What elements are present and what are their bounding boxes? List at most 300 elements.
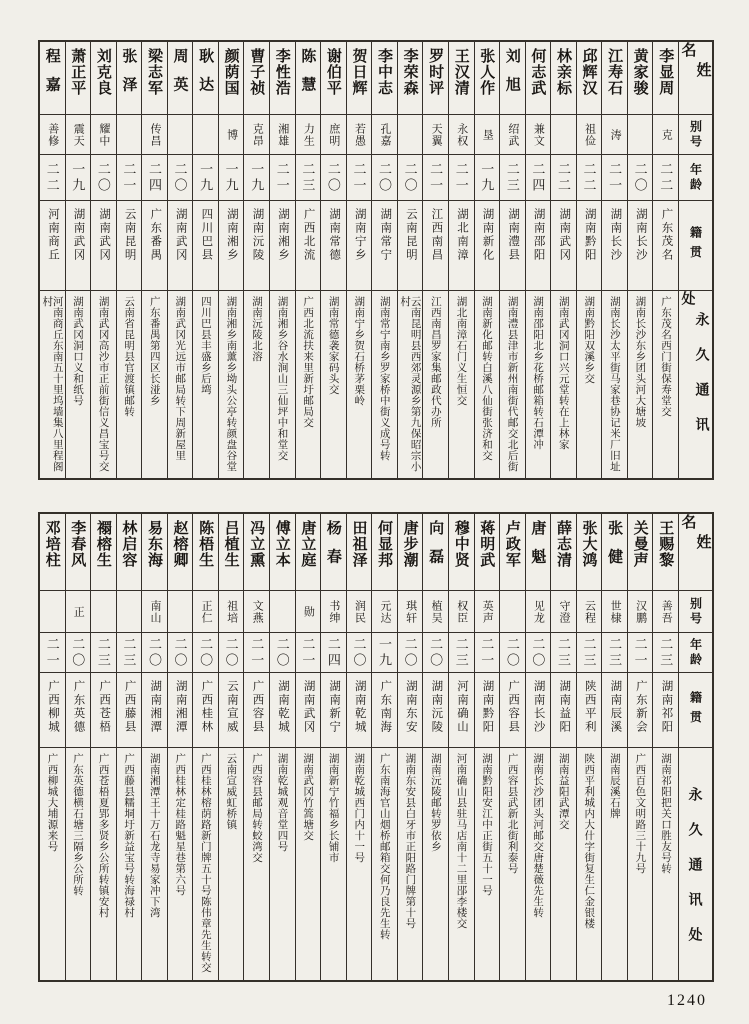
person-address: 广东番禺第四区长湴乡 (142, 290, 167, 478)
person-column (167, 42, 193, 478)
person-age: 二三 (551, 632, 576, 672)
person-name: 颜荫国 (222, 48, 240, 96)
person-name: 李中志 (376, 48, 394, 96)
person-column (576, 514, 602, 980)
person-name: 王赐黎 (657, 520, 675, 568)
person-address: 陕西平利城内大什字街复生仁金银楼 (577, 747, 602, 980)
person-alias (193, 114, 218, 154)
person-address: 湖南常宁南乡罗家桥中街义成号转 (372, 290, 397, 478)
person-age: 二一 (244, 632, 269, 672)
person-name: 张大鸿 (580, 520, 598, 568)
person-alias: 汉鹏 (628, 590, 653, 632)
person-native-place: 湖南沅陵 (423, 672, 448, 747)
person-alias: 书绅 (321, 590, 346, 632)
person-name: 陈梧生 (197, 520, 215, 568)
person-column (192, 514, 218, 980)
person-address: 广东茂名西门街保寿堂交 (653, 290, 678, 478)
person-age: 二一 (117, 154, 142, 200)
person-alias (270, 590, 295, 632)
person-name: 张健 (606, 520, 624, 577)
person-address: 湖南湘潭王十万石龙寺易家冲下湾 (142, 747, 167, 980)
person-native-place: 湖南武冈 (168, 200, 193, 290)
person-alias: 植吴 (423, 590, 448, 632)
person-alias: 天翼 (423, 114, 448, 154)
person-name: 林启容 (120, 520, 138, 568)
person-address: 湖南常德袭家码头交 (321, 290, 346, 478)
person-native-place: 广东番禺 (142, 200, 167, 290)
person-name: 何志武 (529, 48, 547, 96)
person-alias: 善修 (40, 114, 65, 154)
person-age: 二〇 (526, 632, 551, 672)
person-name: 周英 (171, 48, 189, 105)
person-age: 二〇 (398, 154, 423, 200)
person-name: 田祖泽 (350, 520, 368, 568)
person-native-place: 湖南武冈 (91, 200, 116, 290)
person-native-place: 广西容县 (244, 672, 269, 747)
person-column (90, 514, 116, 980)
person-alias: 湘雄 (270, 114, 295, 154)
header-age-label: 年龄 (679, 154, 712, 200)
person-address: 云南昆明县西郊灵源乡第九保昭宗小村 (398, 290, 423, 478)
person-alias: 传昌 (142, 114, 167, 154)
person-age: 二一 (602, 154, 627, 200)
person-age: 一九 (193, 154, 218, 200)
person-name: 向磊 (427, 520, 445, 577)
person-address: 湖南武冈光远市邮局转下周新屋里 (168, 290, 193, 478)
person-alias: 力生 (296, 114, 321, 154)
person-alias: 权臣 (449, 590, 474, 632)
person-alias (168, 114, 193, 154)
person-age: 二三 (91, 632, 116, 672)
person-age: 一九 (475, 154, 500, 200)
person-column (141, 514, 167, 980)
person-column (371, 42, 397, 478)
person-native-place: 湖南湘乡 (270, 200, 295, 290)
person-native-place: 广西藤县 (117, 672, 142, 747)
person-alias: 守澄 (551, 590, 576, 632)
person-name: 刘旭 (503, 48, 521, 105)
person-name: 禤榕生 (94, 520, 112, 568)
person-native-place: 湖南长沙 (526, 672, 551, 747)
person-column (320, 42, 346, 478)
person-age: 二四 (526, 154, 551, 200)
person-name: 李春风 (69, 520, 87, 568)
person-name: 穆中贤 (452, 520, 470, 568)
person-age: 二三 (577, 632, 602, 672)
person-age: 二三 (653, 632, 678, 672)
person-age: 二〇 (398, 632, 423, 672)
person-column (652, 42, 678, 478)
person-alias (628, 114, 653, 154)
person-name: 易东海 (145, 520, 163, 568)
person-column (141, 42, 167, 478)
person-native-place: 广西桂林 (193, 672, 218, 747)
person-column (371, 514, 397, 980)
person-alias: 若愚 (347, 114, 372, 154)
person-column (116, 42, 142, 478)
person-age: 二一 (270, 154, 295, 200)
person-native-place: 湖南长沙 (602, 200, 627, 290)
person-alias (398, 114, 423, 154)
person-address: 湖南益阳武潭交 (551, 747, 576, 980)
person-name: 耿达 (197, 48, 215, 105)
person-address: 湖南邵阳北乡花桥邮箱转石潭冲 (526, 290, 551, 478)
person-native-place: 河南确山 (449, 672, 474, 747)
person-column (243, 42, 269, 478)
person-name: 李性浩 (273, 48, 291, 96)
person-name: 李荣森 (401, 48, 419, 96)
person-alias: 元达 (372, 590, 397, 632)
person-name: 梁志军 (145, 48, 163, 96)
person-address: 江西南昌罗家集邮政代办所 (423, 290, 448, 478)
person-address: 四川巴县丰盛乡后塆 (193, 290, 218, 478)
header-age-label: 年龄 (679, 632, 712, 672)
person-alias (551, 114, 576, 154)
person-native-place: 湖南黔阳 (577, 200, 602, 290)
person-native-place: 湖南辰溪 (602, 672, 627, 747)
person-age: 一九 (66, 154, 91, 200)
person-age: 二〇 (628, 154, 653, 200)
person-address: 湖南澧县津市新州南街代邮交北后街 (500, 290, 525, 478)
person-name: 张人作 (478, 48, 496, 96)
person-alias (91, 590, 116, 632)
person-alias: 孔嘉 (372, 114, 397, 154)
person-age: 一九 (244, 154, 269, 200)
person-name: 唐步潮 (401, 520, 419, 568)
person-alias: 南山 (142, 590, 167, 632)
person-name: 赵榕卿 (171, 520, 189, 568)
person-native-place: 湖南湘乡 (219, 200, 244, 290)
person-column (422, 42, 448, 478)
person-age: 二〇 (142, 632, 167, 672)
person-age: 二〇 (270, 632, 295, 672)
person-column (167, 514, 193, 980)
person-native-place: 湖南武冈 (296, 672, 321, 747)
person-column (550, 514, 576, 980)
person-name: 黄家骏 (631, 48, 649, 96)
person-column (192, 42, 218, 478)
person-native-place: 湖南湘潭 (142, 672, 167, 747)
person-column (499, 42, 525, 478)
person-name: 罗时评 (427, 48, 445, 96)
person-age: 二一 (475, 632, 500, 672)
person-age: 二〇 (372, 154, 397, 200)
person-alias: 涛 (602, 114, 627, 154)
person-alias: 绍武 (500, 114, 525, 154)
person-native-place: 河南商丘 (40, 200, 65, 290)
person-column (218, 514, 244, 980)
person-age: 二〇 (347, 632, 372, 672)
person-address: 广西北流扶来里新圩邮局交 (296, 290, 321, 478)
person-age: 二三 (500, 154, 525, 200)
person-column (499, 514, 525, 980)
person-name: 林亲标 (554, 48, 572, 96)
person-address: 广西容县武新北街利泰号 (500, 747, 525, 980)
person-column (40, 514, 65, 980)
person-column (90, 42, 116, 478)
person-age: 一九 (219, 154, 244, 200)
person-name: 冯立熏 (248, 520, 266, 568)
person-address: 广东南海官山烟桥邮箱交何乃良先生转 (372, 747, 397, 980)
person-native-place: 云南昆明 (398, 200, 423, 290)
person-address: 湖南武冈洞口义和纸号 (66, 290, 91, 478)
person-alias: 震天 (66, 114, 91, 154)
person-column (474, 514, 500, 980)
person-alias: 博 (219, 114, 244, 154)
person-alias (168, 590, 193, 632)
person-address: 湖南新化邮转白溪八仙街张济和交 (475, 290, 500, 478)
person-alias: 勋 (296, 590, 321, 632)
person-alias (117, 590, 142, 632)
header-name-label: 姓名 (679, 42, 712, 96)
person-native-place: 湖南邵阳 (526, 200, 551, 290)
person-column (116, 514, 142, 980)
person-address: 湖南湘乡谷水涧山三仙坪中和堂交 (270, 290, 295, 478)
person-column (627, 42, 653, 478)
person-age: 二一 (423, 154, 448, 200)
person-age: 二〇 (193, 632, 218, 672)
person-age: 二一 (449, 154, 474, 200)
person-native-place: 湖南益阳 (551, 672, 576, 747)
person-age: 二三 (449, 632, 474, 672)
person-native-place: 湖南湘潭 (168, 672, 193, 747)
person-alias: 英声 (475, 590, 500, 632)
person-address: 湖南长沙东乡团头河大塘坡 (628, 290, 653, 478)
person-native-place: 广西容县 (500, 672, 525, 747)
person-native-place: 湖北南漳 (449, 200, 474, 290)
person-address: 广西桂林榕荫路新门牌五十号陈伟章先生转交 (193, 747, 218, 980)
person-address: 广东英德横石塘三隔乡公所转 (66, 747, 91, 980)
person-address: 湖南武冈洞口兴元堂转在上林家 (551, 290, 576, 478)
person-address: 湖南沅陵北溶 (244, 290, 269, 478)
person-alias: 善吾 (653, 590, 678, 632)
person-native-place: 湖南祁阳 (653, 672, 678, 747)
person-name: 卢政军 (503, 520, 521, 568)
person-native-place: 广东茂名 (653, 200, 678, 290)
person-name: 关曼声 (631, 520, 649, 568)
person-address: 云南省昆明县官渡镇邮转 (117, 290, 142, 478)
header-address-label: 永久通讯处 (679, 747, 712, 980)
person-column (40, 42, 65, 478)
person-native-place: 江西南昌 (423, 200, 448, 290)
person-age: 一九 (372, 632, 397, 672)
top-directory-table (38, 40, 714, 480)
person-address: 广西容县邮局转蛟湾交 (244, 747, 269, 980)
header-address-label: 永久通讯处 (679, 290, 712, 478)
header-alias-label: 别号 (679, 590, 712, 632)
person-alias: 云程 (577, 590, 602, 632)
person-native-place: 陕西平利 (577, 672, 602, 747)
person-name: 傅立本 (273, 520, 291, 568)
person-native-place: 湖南新宁 (321, 672, 346, 747)
person-native-place: 湖南常德 (321, 200, 346, 290)
person-name: 贺日辉 (350, 48, 368, 96)
person-address: 湖南湘乡南薰乡坳头公亭转颜盘谷堂 (219, 290, 244, 478)
person-column (550, 42, 576, 478)
person-name: 吕植生 (222, 520, 240, 568)
person-address: 广西柳城大埔源来号 (40, 747, 65, 980)
person-column (576, 42, 602, 478)
person-name: 薛志清 (554, 520, 572, 568)
person-address: 湖南沅陵邮转罗依乡 (423, 747, 448, 980)
person-address: 广西百色文明路三十九号 (628, 747, 653, 980)
person-age: 二〇 (168, 632, 193, 672)
person-address: 湖南祁阳把关口胜友号转 (653, 747, 678, 980)
person-column (601, 514, 627, 980)
person-name: 张泽 (120, 48, 138, 105)
person-alias (500, 590, 525, 632)
person-column (652, 514, 678, 980)
person-age: 二一 (628, 632, 653, 672)
header-name-label: 姓名 (679, 514, 712, 568)
person-age: 二二 (40, 154, 65, 200)
person-address: 广西苍梧夏郢多贤乡公所转镇安村 (91, 747, 116, 980)
person-column (627, 514, 653, 980)
person-name: 江寿石 (606, 48, 624, 96)
person-age: 二一 (296, 632, 321, 672)
person-column (295, 42, 321, 478)
person-address: 湖南宁乡贺石桥茅栗岭 (347, 290, 372, 478)
person-age: 二一 (347, 154, 372, 200)
person-name: 蒋明武 (478, 520, 496, 568)
person-name: 曹子祯 (248, 48, 266, 96)
person-column (346, 514, 372, 980)
person-alias: 耀中 (91, 114, 116, 154)
person-native-place: 湖南宁乡 (347, 200, 372, 290)
header-native-label: 籍贯 (679, 200, 712, 290)
person-age: 二〇 (66, 632, 91, 672)
person-age: 二〇 (500, 632, 525, 672)
person-name: 邓培柱 (43, 520, 61, 568)
person-name: 唐魁 (529, 520, 547, 577)
person-native-place: 广西柳城 (40, 672, 65, 747)
person-name: 李显周 (657, 48, 675, 96)
person-column (320, 514, 346, 980)
person-column (269, 514, 295, 980)
person-address: 湖南东安县白牙市正阳路门牌第十号 (398, 747, 423, 980)
person-column (448, 42, 474, 478)
person-native-place: 广西苍梧 (91, 672, 116, 747)
person-alias: 庶明 (321, 114, 346, 154)
header-column (678, 42, 712, 478)
person-native-place: 湖南东安 (398, 672, 423, 747)
person-column (601, 42, 627, 478)
person-alias: 永权 (449, 114, 474, 154)
person-address: 河南确山县驻马店南十二里郘李楼交 (449, 747, 474, 980)
person-native-place: 湖南沅陵 (244, 200, 269, 290)
person-name: 王汉清 (452, 48, 470, 96)
person-native-place: 云南昆明 (117, 200, 142, 290)
person-name: 唐立庭 (299, 520, 317, 568)
person-address: 广西藤县糯垌圩新益宝号转海禄村 (117, 747, 142, 980)
person-address: 湖南长沙太平街马家巷协记米厂旧址 (602, 290, 627, 478)
bottom-directory-table (38, 512, 714, 982)
person-alias (117, 114, 142, 154)
person-address: 广西桂林定桂路魁星巷第六号 (168, 747, 193, 980)
person-native-place: 湖南澧县 (500, 200, 525, 290)
person-column (65, 42, 91, 478)
person-native-place: 广东南海 (372, 672, 397, 747)
person-alias: 垦 (475, 114, 500, 154)
person-address: 湖南黔阳双溪乡交 (577, 290, 602, 478)
person-address: 湖北南漳石门义生恒交 (449, 290, 474, 478)
person-column (65, 514, 91, 980)
header-alias-label: 别号 (679, 114, 712, 154)
person-age: 二三 (296, 154, 321, 200)
person-address: 河南商丘东南五十里坞墙集八里程阁村 (40, 290, 65, 478)
person-native-place: 广西北流 (296, 200, 321, 290)
person-address: 湖南乾城观音堂四号 (270, 747, 295, 980)
person-alias: 琪轩 (398, 590, 423, 632)
person-name: 萧正平 (69, 48, 87, 96)
person-column (269, 42, 295, 478)
person-column (397, 514, 423, 980)
person-native-place: 湖南武冈 (551, 200, 576, 290)
person-address: 湖南武冈高沙市正前街信义昌宝号交 (91, 290, 116, 478)
person-alias: 世棣 (602, 590, 627, 632)
person-column (474, 42, 500, 478)
person-age: 二四 (142, 154, 167, 200)
person-alias: 祖俭 (577, 114, 602, 154)
person-native-place: 四川巴县 (193, 200, 218, 290)
person-native-place: 湖南常宁 (372, 200, 397, 290)
person-age: 二〇 (168, 154, 193, 200)
person-address: 云南宣威虹桥镇 (219, 747, 244, 980)
person-column (422, 514, 448, 980)
person-column (346, 42, 372, 478)
person-name: 谢伯平 (324, 48, 342, 96)
person-column (448, 514, 474, 980)
person-alias: 祖培 (219, 590, 244, 632)
person-name: 杨春 (324, 520, 342, 577)
person-alias: 润民 (347, 590, 372, 632)
header-native-label: 籍贯 (679, 672, 712, 747)
person-column (243, 514, 269, 980)
person-address: 湖南辰溪石牌 (602, 747, 627, 980)
person-address: 湖南新宁竹福乡长铺市 (321, 747, 346, 980)
person-alias: 克 (653, 114, 678, 154)
person-native-place: 湖南乾城 (347, 672, 372, 747)
page-number: 1240 (667, 992, 707, 1009)
person-native-place: 湖南武冈 (66, 200, 91, 290)
person-address: 湖南黔阳安江中正街五十一号 (475, 747, 500, 980)
person-native-place: 广东新会 (628, 672, 653, 747)
person-alias (40, 590, 65, 632)
person-column (525, 514, 551, 980)
person-age: 二三 (117, 632, 142, 672)
person-native-place: 湖南黔阳 (475, 672, 500, 747)
person-age: 二三 (602, 632, 627, 672)
person-address: 湖南长沙团头河邮交唐楚薇先生转 (526, 747, 551, 980)
person-name: 程嘉 (43, 48, 61, 105)
person-age: 二〇 (321, 154, 346, 200)
person-alias: 克昂 (244, 114, 269, 154)
person-native-place: 云南宣威 (219, 672, 244, 747)
person-alias: 正 (66, 590, 91, 632)
person-native-place: 湖南乾城 (270, 672, 295, 747)
person-name: 何显邦 (376, 520, 394, 568)
person-alias: 正仁 (193, 590, 218, 632)
person-alias: 文燕 (244, 590, 269, 632)
person-age: 二四 (321, 632, 346, 672)
person-name: 陈慧 (299, 48, 317, 105)
person-native-place: 湖南新化 (475, 200, 500, 290)
person-age: 二〇 (423, 632, 448, 672)
header-column (678, 514, 712, 980)
person-alias: 兼文 (526, 114, 551, 154)
person-age: 二一 (40, 632, 65, 672)
person-address: 湖南武冈竹篙塘交 (296, 747, 321, 980)
